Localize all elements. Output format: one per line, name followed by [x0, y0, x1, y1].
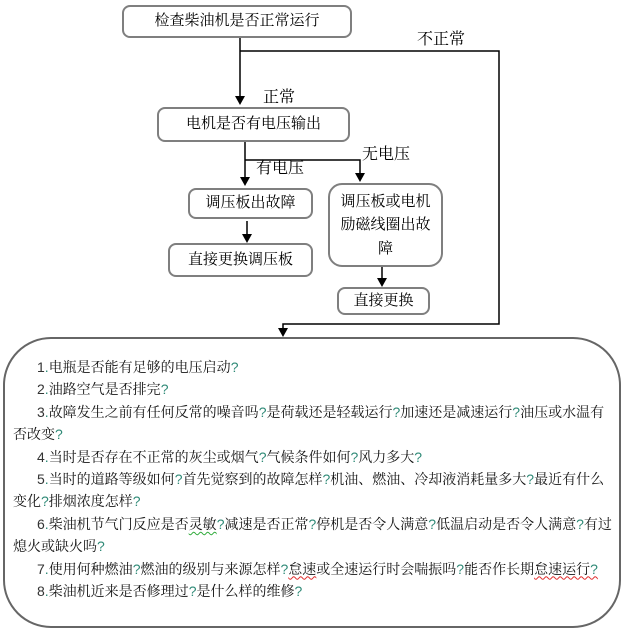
question-item: 4.当时是否存在不正常的灰尘或烟气?气候条件如何?风力多大?	[37, 448, 423, 465]
question-item: 1.电瓶是否能有足够的电压启动?	[37, 359, 239, 375]
question-item: 7.使用何种燃油?燃油的级别与来源怎样?怠速或全速运行时会喘振吗?能否作长期怠速运行?	[37, 560, 598, 577]
question-item: 8.柴油机近来是否修理过?是什么样的维修?	[37, 583, 303, 600]
arrowhead-coil-fault	[355, 173, 365, 182]
question-number: 5.	[37, 471, 49, 488]
question-number: 3.	[37, 403, 49, 420]
arrowhead-replace-regulator	[242, 234, 252, 243]
question-number: 6.	[37, 515, 49, 532]
edge-label-no-voltage: 无电压	[362, 146, 411, 163]
arrowhead-voltage	[235, 96, 245, 105]
question-item: 6.柴油机节气门反应是否灵敏?减速是否正常?停机是否令人满意?低温启动是否令人满意?有过熄火或缺火吗?	[13, 515, 612, 555]
question-number: 4.	[37, 448, 49, 465]
node-regulator-or-coil-fault: 调压板或电机励磁线圈出故障	[328, 183, 443, 267]
node-voltage-output: 电机是否有电压输出	[157, 107, 350, 142]
edge-label-has-voltage: 有电压	[256, 160, 305, 177]
edge-label-abnormal: 不正常	[417, 31, 466, 48]
questions-panel	[3, 337, 621, 628]
question-number: 2.	[37, 381, 49, 398]
edge-label-normal: 正常	[263, 89, 296, 106]
question-item: 3.故障发生之前有任何反常的噪音吗?是荷载还是轻载运行?加速还是减速运行?油压或水温有否改变?	[13, 403, 605, 443]
question-item: 5.当时的道路等级如何?首先觉察到的故障怎样?机油、燃油、冷却液消耗量多大?最近有什么变化?排烟浓度怎样?	[13, 471, 605, 510]
question-number: 7.	[37, 560, 49, 577]
arrowhead-regulator-fault	[240, 177, 250, 186]
questions-list	[13, 356, 614, 602]
node-check-engine: 检查柴油机是否正常运行	[122, 5, 352, 38]
question-item: 2.油路空气是否排完?	[37, 381, 169, 398]
question-number: 8.	[37, 583, 49, 600]
arrowhead-replace-direct	[377, 278, 387, 287]
arrowhead-questions	[278, 328, 288, 337]
node-replace-regulator: 直接更换调压板	[168, 243, 313, 277]
question-number: 1.	[37, 359, 49, 375]
node-regulator-fault: 调压板出故障	[188, 188, 313, 219]
node-replace-direct: 直接更换	[337, 287, 430, 315]
